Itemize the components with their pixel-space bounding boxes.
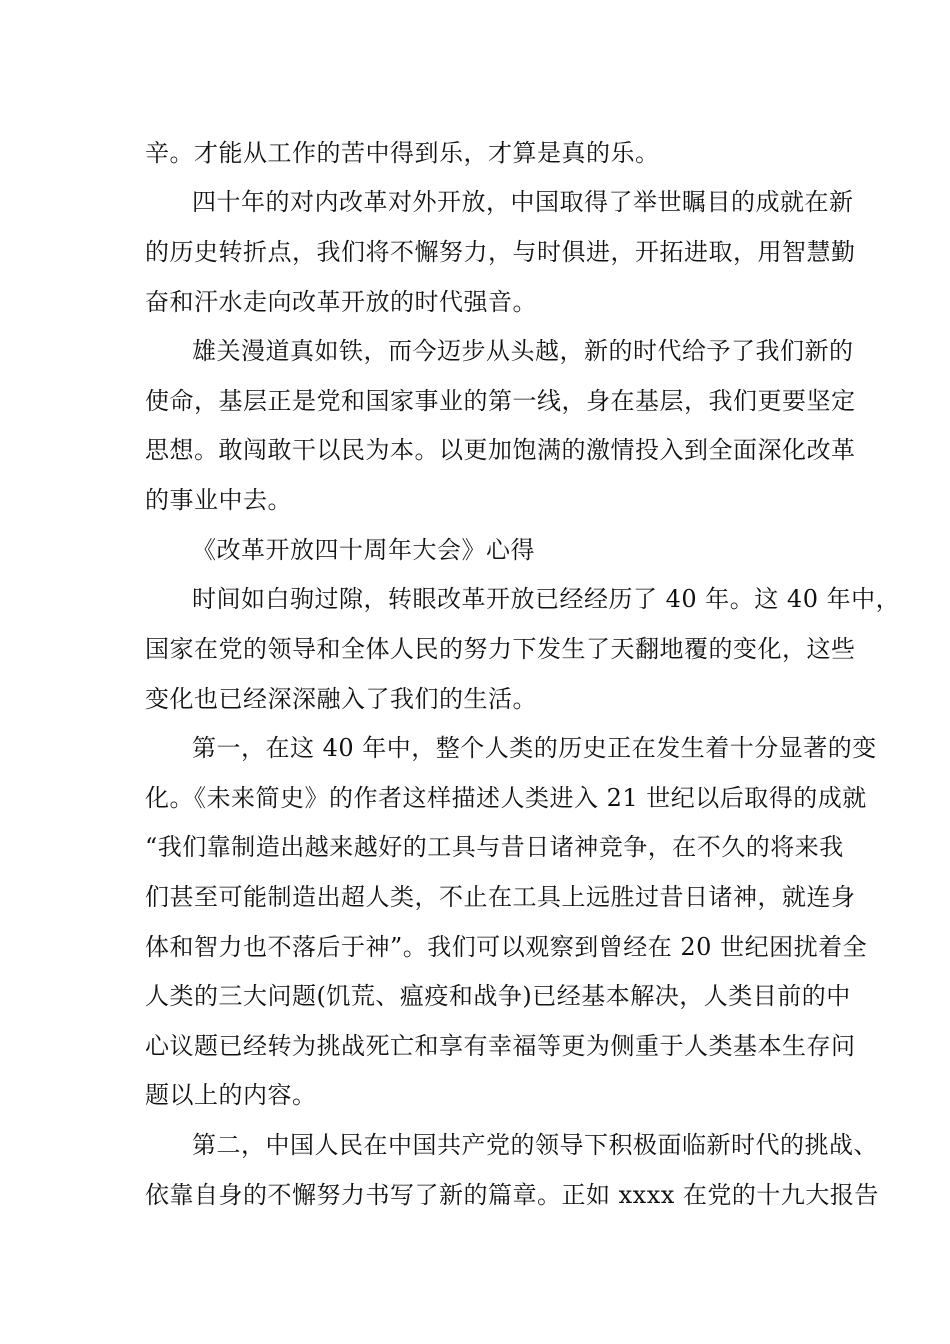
- text-line: 心议题已经转为挑战死亡和享有幸福等更为侧重于人类基本生存问: [145, 1032, 856, 1060]
- text-line: 们甚至可能制造出超人类，不止在工具上远胜过昔日诸神，就连身: [145, 883, 856, 911]
- text-line: 思想。敢闯敢干以民为本。以更加饱满的激情投入到全面深化改革: [145, 436, 856, 464]
- text-line: “我们靠制造出越来越好的工具与昔日诸神竞争，在不久的将来我: [145, 833, 844, 861]
- text-line: 雄关漫道真如铁，而今迈步从头越，新的时代给予了我们新的: [192, 337, 854, 365]
- text-line: 辛。才能从工作的苦中得到乐，才算是真的乐。: [145, 139, 660, 167]
- text-line: 国家在党的领导和全体人民的努力下发生了天翻地覆的变化，这些: [145, 635, 856, 663]
- text-line: 使命，基层正是党和国家事业的第一线，身在基层，我们更要坚定: [145, 387, 856, 415]
- text-line: 第一，在这 40 年中，整个人类的历史正在发生着十分显著的变: [192, 734, 877, 762]
- text-line: 题以上的内容。: [145, 1081, 317, 1109]
- text-line: 依靠自身的不懈努力书写了新的篇章。正如 xxxx 在党的十九大报告: [145, 1181, 879, 1209]
- text-line: 的事业中去。: [145, 486, 292, 514]
- text-line: 变化也已经深深融入了我们的生活。: [145, 685, 537, 713]
- text-line: 人类的三大问题(饥荒、瘟疫和战争)已经基本解决，人类目前的中: [145, 982, 851, 1010]
- text-line: 化。《未来简史》的作者这样描述人类进入 21 世纪以后取得的成就: [145, 784, 867, 812]
- section-heading: 《改革开放四十周年大会》心得: [192, 536, 535, 564]
- text-line: 四十年的对内改革对外开放，中国取得了举世瞩目的成就在新: [192, 188, 854, 216]
- text-line: 体和智力也不落后于神”。我们可以观察到曾经在 20 世纪困扰着全: [145, 933, 868, 961]
- text-line: 第二，中国人民在中国共产党的领导下积极面临新时代的挑战、: [192, 1131, 878, 1159]
- text-line: 的历史转折点，我们将不懈努力，与时俱进，开拓进取，用智慧勤: [145, 238, 856, 266]
- text-line: 奋和汗水走向改革开放的时代强音。: [145, 288, 537, 316]
- text-line: 时间如白驹过隙，转眼改革开放已经经历了 40 年。这 40 年中，: [192, 585, 901, 613]
